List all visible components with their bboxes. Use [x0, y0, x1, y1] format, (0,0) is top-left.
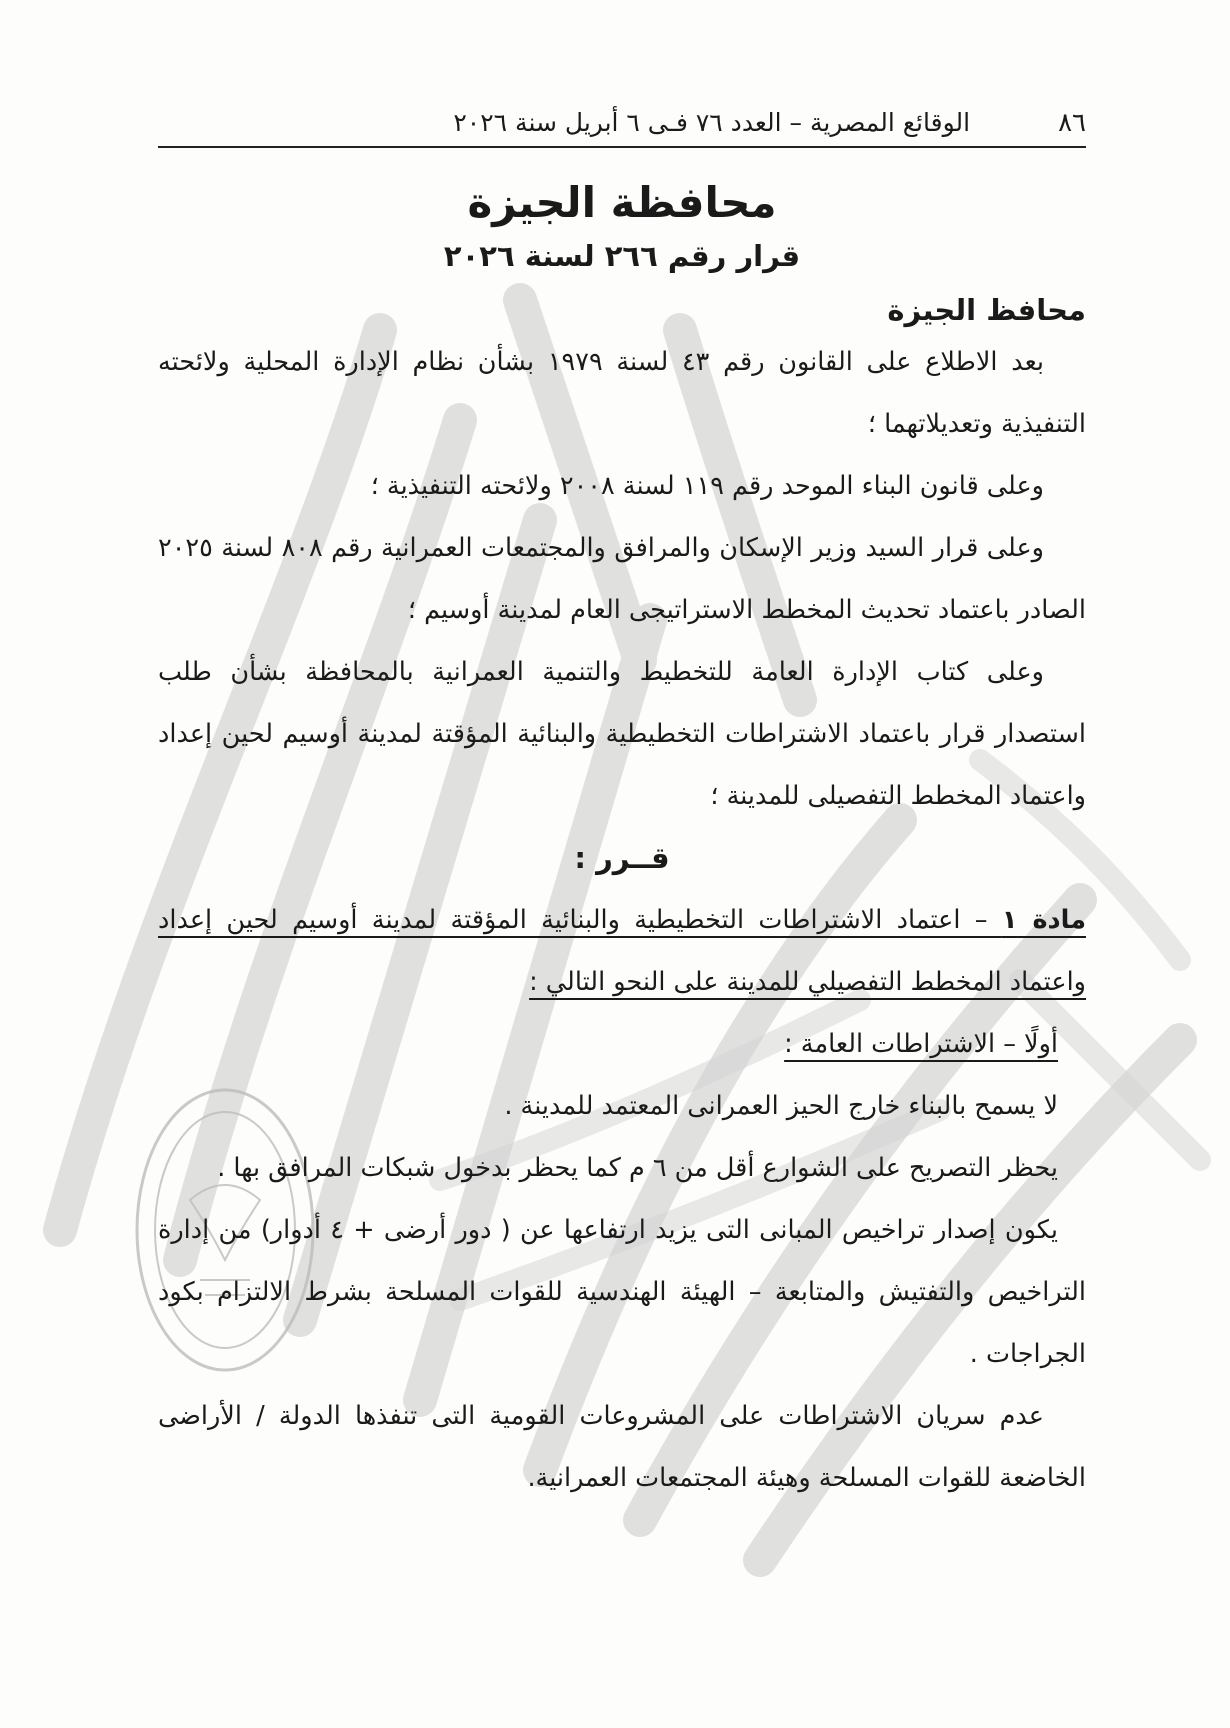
article-1 — [158, 889, 1086, 1013]
preamble-paragraph: وعلى كتاب الإدارة العامة للتخطيط والتنمية العمرانية بالمحافظة بشأن طلب استصدار قرار باعتماد الاشتراطات التخطيطية والبنائية المؤقتة لمدينة أوسيم لحين إعداد واعتماد المخطط التفصيلى للمدينة ؛ — [158, 657, 1086, 811]
preamble-paragraph: بعد الاطلاع على القانون رقم ٤٣ لسنة ١٩٧٩ بشأن نظام الإدارة المحلية ولائحته التنفيذية وتعديلاتهما ؛ — [158, 347, 1086, 439]
page-number: ٨٦ — [1058, 108, 1086, 138]
condition-item: لا يسمح بالبناء خارج الحيز العمرانى المعتمد للمدينة . — [504, 1091, 1058, 1121]
preamble-paragraph: وعلى قرار السيد وزير الإسكان والمرافق والمجتمعات العمرانية رقم ٨٠٨ لسنة ٢٠٢٥ الصادر باعتماد تحديث المخطط الاستراتيجى العام لمدينة أوسيم ؛ — [158, 533, 1086, 625]
condition-item: عدم سريان الاشتراطات على المشروعات القومية التى تنفذها الدولة / الأراضى الخاضعة للقوات المسلحة وهيئة المجتمعات العمرانية. — [158, 1401, 1086, 1493]
preamble-paragraph: وعلى قانون البناء الموحد رقم ١١٩ لسنة ٢٠٠٨ ولائحته التنفيذية ؛ — [370, 471, 1044, 501]
decides-heading: قــرر : — [574, 841, 670, 875]
page-header — [158, 108, 1086, 148]
condition-item: يحظر التصريح على الشوارع أقل من ٦ م كما يحظر بدخول شبكات المرافق بها . — [217, 1153, 1058, 1183]
condition-item: يكون إصدار تراخيص المبانى التى يزيد ارتفاعها عن ( دور أرضى + ٤ أدوار) من إدارة التراخيص والتفتيش والمتابعة – الهيئة الهندسية للقوات المسلحة بشرط الالتزام بكود الجراجات . — [158, 1215, 1086, 1369]
issuer-title: محافظ الجيزة — [887, 293, 1086, 327]
governorate-title: محافظة الجيزة — [467, 178, 777, 227]
section-heading-text: أولًا – الاشتراطات العامة : — [784, 1029, 1058, 1059]
preamble — [158, 331, 1086, 827]
section-heading — [158, 1013, 1086, 1075]
article-text: – اعتماد الاشتراطات التخطيطية والبنائية المؤقتة لمدينة أوسيم لحين إعداد واعتماد المخطط التفصيلي للمدينة على النحو التالي : — [158, 905, 1086, 997]
journal-title: الوقائع المصرية – العدد ٧٦ فـى ٦ أبريل سنة ٢٠٢٦ — [453, 108, 971, 137]
decree-number: قرار رقم ٢٦٦ لسنة ٢٠٢٦ — [443, 239, 801, 273]
article-label: مادة ١ — [1001, 905, 1086, 935]
document-content — [158, 108, 1086, 1509]
conditions-list — [158, 1075, 1086, 1509]
